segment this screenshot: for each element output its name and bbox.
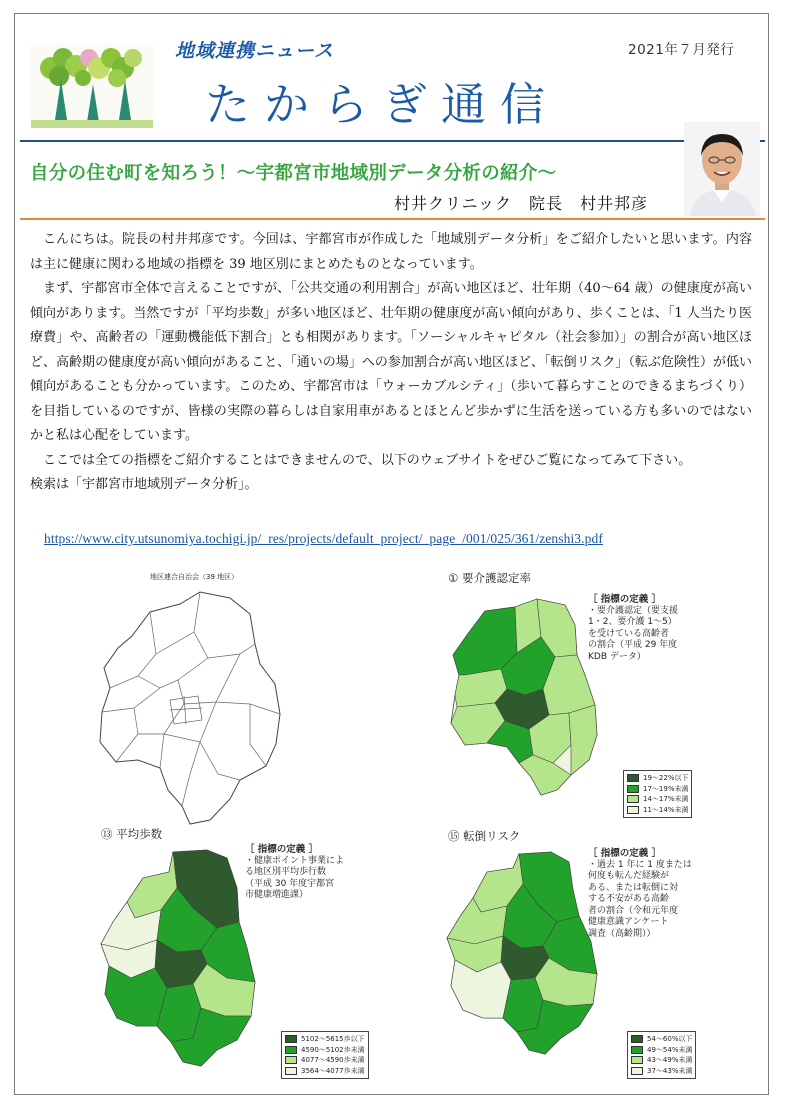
legend-label: 43～49%未満: [647, 1056, 693, 1065]
definition-line: ・要介護認定（要支援: [588, 605, 679, 616]
care-rate-panel: [440, 570, 770, 820]
district-map-panel: [90, 572, 300, 832]
care-rate-label: ① 要介護認定率: [448, 571, 531, 585]
definition-line: る地区別平均歩行数: [245, 867, 327, 877]
newsletter-title: たからぎ通信: [205, 78, 560, 131]
legend-swatch: [285, 1035, 297, 1043]
falls-legend: [627, 1031, 696, 1079]
legend-label: 3564～4077歩未満: [301, 1066, 365, 1075]
steps-legend: [281, 1031, 369, 1079]
legend-swatch: [285, 1046, 297, 1054]
steps-panel: [95, 826, 425, 1091]
legend-label: 49～54%未満: [647, 1045, 693, 1054]
source-link[interactable]: https://www.city.utsunomiya.tochigi.jp/_res/projects/default_project/_page_/001/025/361/zenshi3.pdf: [44, 531, 603, 546]
legend-label: 14～17%未満: [643, 795, 689, 804]
article-body: [30, 228, 752, 498]
falls-panel: [440, 828, 770, 1088]
legend-swatch: [631, 1035, 643, 1043]
definition-line: 市健康増進課）: [245, 890, 309, 900]
legend-swatch: [627, 785, 639, 793]
falls-definition: [588, 848, 692, 940]
author-portrait: [684, 122, 760, 216]
definition-line: 1・2、要介護 1～5）: [588, 617, 677, 627]
header-divider: [20, 140, 765, 142]
legend-swatch: [631, 1046, 643, 1054]
paragraph-intro: こんにちは。院長の村井邦彦です。今回は、宇都宮市が作成した「地域別データ分析」をご紹介したいと思います。内容は主に健康に関わる地域の指標を 39 地区別にまとめたものとなっています。: [30, 232, 752, 272]
definition-line: ・過去 1 年に 1 度または: [588, 859, 692, 870]
steps-definition: [245, 844, 344, 902]
definition-line: を受けている高齢者: [588, 628, 670, 639]
legend-label: 19～22%以下: [643, 774, 689, 783]
legend-label: 37～43%未満: [647, 1066, 693, 1075]
definition-heading: ［ 指標の定義 ］: [245, 844, 319, 855]
legend-swatch: [627, 795, 639, 803]
definition-line: KDB データ）: [588, 651, 646, 662]
issue-date: 2021年７月発行: [628, 42, 735, 58]
definition-line: （平成 30 年度宇都宮: [245, 878, 335, 889]
definition-line: する不安がある高齢: [588, 894, 670, 904]
paragraph-main: まず、宇都宮市全体で言えることですが、「公共交通の利用割合」が高い地区ほど、壮年期（40～64 歳）の健康度が高い傾向があります。当然ですが「平均歩数」が多い地区ほど、壮年期の健康度が高い傾向があり、歩くことは、「1 人当たり医療費」や、高齢者の「運動機能低下割合」とも相関があります。「ソーシャルキャピタル（社会参加）」の割合が高い地区ほど、高齢期の健康度が高い傾向があること、「通いの場」への参加割合が高い地区ほど、「転倒リスク」（転ぶ危険性）が低い傾向があることも分かっています。このため、宇都宮市は「ウォーカブルシティ」（歩いて暮らすことのできるまちづくり）を目指しているのですが、皆様の実際の暮らしは自家用車があるとほとんど歩かずに生活を送っている方も多いのではないかと私は心配をしています。: [30, 281, 752, 443]
legend-label: 4077～4590歩未満: [301, 1056, 365, 1065]
legend-swatch: [285, 1056, 297, 1064]
steps-label: ⑬ 平均歩数: [101, 827, 163, 841]
newsletter-series: 地域連携ニュース: [175, 40, 335, 62]
falls-label: ⑮ 転倒リスク: [448, 829, 521, 843]
legend-swatch: [631, 1056, 643, 1064]
article-title: 自分の住む町を知ろう！～宇都宮市地域別データ分析の紹介～: [30, 163, 557, 184]
definition-line: 何度も転んだ経験が: [588, 871, 670, 881]
definition-line: ・健康ポイント事業によ: [245, 855, 345, 866]
definition-line: の割合（平成 29 年度: [588, 640, 678, 650]
logo-trees-icon: [31, 44, 153, 128]
definition-line: 調査（高齢期））: [588, 928, 656, 939]
title-divider: [20, 218, 765, 220]
definition-line: 者の割合（令和元年度: [588, 905, 679, 916]
legend-swatch: [627, 806, 639, 814]
legend-swatch: [285, 1067, 297, 1075]
legend-label: 4590～5102歩未満: [301, 1045, 365, 1054]
legend-label: 11～14%未満: [643, 805, 689, 814]
legend-swatch: [627, 774, 639, 782]
legend-label: 54～60%以下: [647, 1035, 693, 1044]
definition-line: ある、または転倒に対: [588, 882, 679, 893]
district-outline-map: [90, 584, 300, 834]
search-line: 検索は「宇都宮市地域別データ分析」。: [30, 477, 258, 492]
legend-label: 17～19%未満: [643, 784, 689, 793]
definition-line: 健康意識アンケート: [588, 917, 669, 927]
legend-swatch: [631, 1067, 643, 1075]
legend-label: 5102～5615歩以下: [301, 1035, 365, 1044]
district-map-title: 地区連合自治会（39 地区）: [150, 573, 239, 581]
care-rate-legend: [623, 770, 692, 818]
paragraph-website: ここでは全ての指標をご紹介することはできませんので、以下のウェブサイトをぜひご覧になってみて下さい。: [43, 452, 692, 468]
definition-heading: ［ 指標の定義 ］: [588, 594, 662, 605]
article-author: 村井クリニック 院長 村井邦彦: [394, 194, 649, 213]
care-rate-definition: [588, 594, 678, 663]
definition-heading: ［ 指標の定義 ］: [588, 848, 662, 859]
